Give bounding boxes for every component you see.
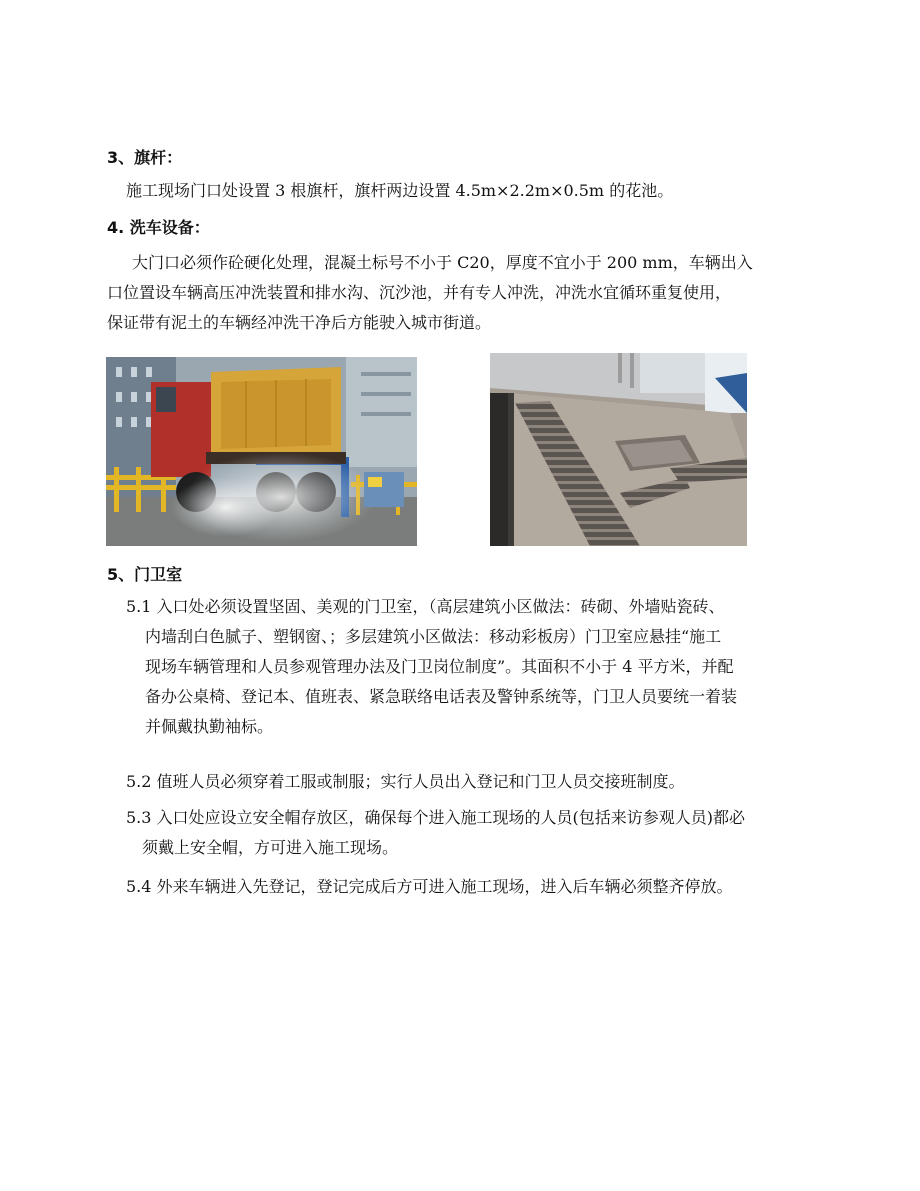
paragraph-line: 内墙刮白色腻子、塑钢窗、；多层建筑小区做法：移动彩板房）门卫室应悬挂“施工 xyxy=(145,627,722,646)
paragraph-line: 大门口必须作砼硬化处理，混凝土标号不小于 C20，厚度不宜小于 200 mm，车辆出入 xyxy=(132,253,753,272)
section-3-heading: 3、旗杆： xyxy=(107,148,183,167)
paragraph-line: 5.1 入口处必须设置坚固、美观的门卫室，（高层建筑小区做法：砖砌、外墙贴瓷砖、 xyxy=(126,597,725,616)
section-3-body: 施工现场门口处设置 3 根旗杆，旗杆两边设置 4.5m×2.2m×0.5m 的花池。 xyxy=(126,181,674,200)
paragraph-line: 现场车辆管理和人员参观管理办法及门卫岗位制度”。其面积不小于 4 平方米，并配 xyxy=(145,657,734,676)
paragraph-line: 5.3 入口处应设立安全帽存放区，确保每个进入施工现场的人员(包括来访参观人员)都必 xyxy=(126,808,746,827)
section-4-heading: 4. 洗车设备： xyxy=(107,218,210,237)
item-5-3 xyxy=(126,803,745,863)
section-5-heading: 5、门卫室 xyxy=(107,565,183,584)
wash-grating-photo xyxy=(490,353,747,546)
section-4-paragraph xyxy=(107,248,753,338)
paragraph-line: 保证带有泥土的车辆经冲洗干净后方能驶入城市街道。 xyxy=(107,313,492,332)
paragraph-line: 备办公桌椅、登记本、值班表、紧急联络电话表及警钟系统等，门卫人员要统一着装 xyxy=(145,687,738,706)
item-5-1 xyxy=(126,592,737,742)
truck-wash-photo xyxy=(106,357,417,546)
paragraph-line: 并佩戴执勤袖标。 xyxy=(145,717,274,736)
paragraph-line: 口位置设车辆高压冲洗装置和排水沟、沉沙池，并有专人冲洗，冲洗水宜循环重复使用， xyxy=(107,283,732,302)
item-5-4: 5.4 外来车辆进入先登记，登记完成后方可进入施工现场，进入后车辆必须整齐停放。 xyxy=(126,877,733,896)
item-5-2: 5.2 值班人员必须穿着工服或制服；实行人员出入登记和门卫人员交接班制度。 xyxy=(126,772,685,791)
paragraph-line: 须戴上安全帽，方可进入施工现场。 xyxy=(142,838,399,857)
